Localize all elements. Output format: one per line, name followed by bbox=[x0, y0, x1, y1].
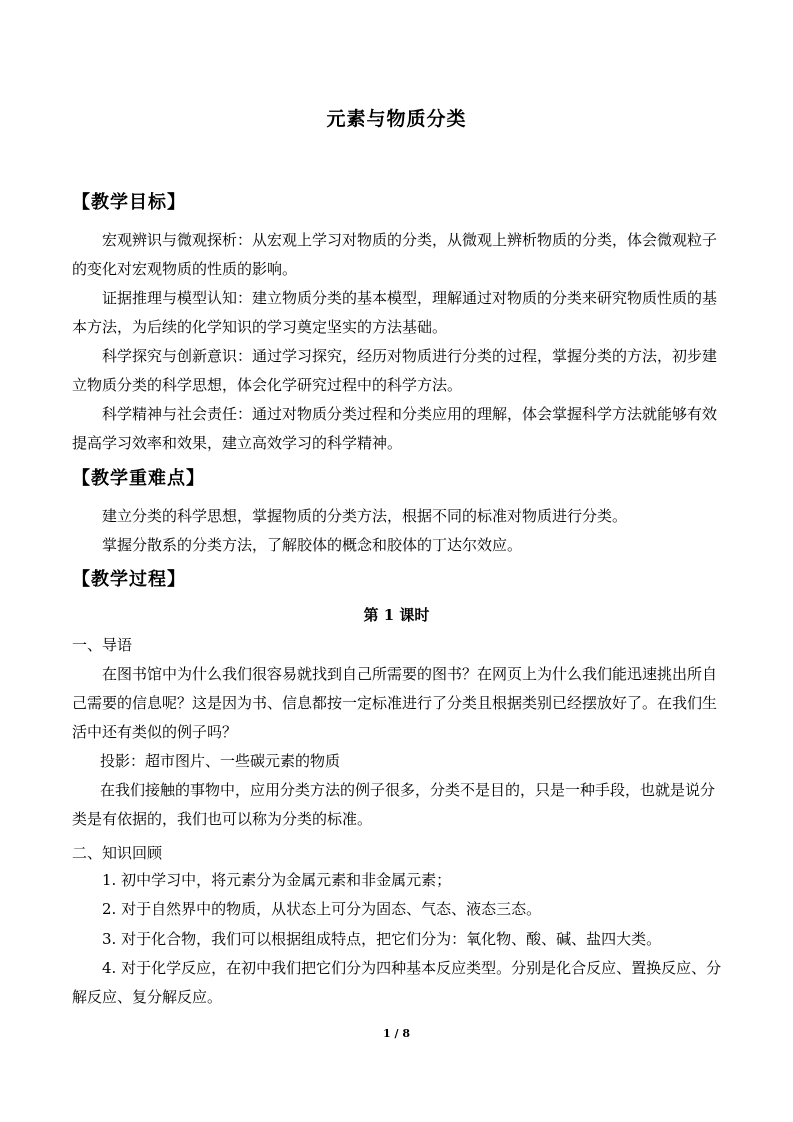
intro-heading: 一、导语 bbox=[72, 636, 133, 654]
objective-item: 科学精神与社会责任：通过对物质分类过程和分类应用的理解，体会掌握科学方法就能够有效提高学习效率和效果，建立高效学习的科学精神。 bbox=[72, 405, 718, 452]
key-point-item: 掌握分散系的分类方法，了解胶体的概念和胶体的丁达尔效应。 bbox=[102, 536, 523, 554]
lesson-title: 第 1 课时 bbox=[363, 606, 430, 624]
intro-projection: 投影：超市图片、一些碳元素的物质 bbox=[100, 752, 341, 770]
objective-item: 证据推理与模型认知：建立物质分类的基本模型，理解通过对物质的分类来研究物质性质的基本方法，为后续的化学知识的学习奠定坚实的方法基础。 bbox=[72, 289, 718, 336]
document-title: 元素与物质分类 bbox=[326, 108, 467, 130]
intro-paragraph: 在图书馆中为什么我们很容易就找到自己所需要的图书？在网页上为什么我们能迅速挑出所自己需要的信息呢？这是因为书、信息都按一定标准进行了分类且根据类别已经摆放好了。在我们生活中还有类似的例子吗？ bbox=[72, 665, 718, 741]
page-number: 1 / 8 bbox=[383, 1027, 410, 1040]
review-item: 3. 对于化合物，我们可以根据组成特点，把它们分为：氧化物、酸、碱、盐四大类。 bbox=[102, 930, 662, 948]
review-item: 4. 对于化学反应，在初中我们把它们分为四种基本反应类型。分别是化合反应、置换反应、分解反应、复分解反应。 bbox=[72, 959, 722, 1006]
key-points-heading: 【教学重难点】 bbox=[72, 468, 205, 489]
review-item: 1. 初中学习中，将元素分为金属元素和非金属元素； bbox=[102, 871, 452, 889]
review-heading: 二、知识回顾 bbox=[72, 844, 163, 862]
objective-item: 科学探究与创新意识：通过学习探究，经历对物质进行分类的过程，掌握分类的方法，初步建立物质分类的科学思想，体会化学研究过程中的科学方法。 bbox=[72, 347, 718, 394]
review-item: 2. 对于自然界中的物质，从状态上可分为固态、气态、液态三态。 bbox=[102, 900, 542, 918]
objective-item: 宏观辨识与微观探析：从宏观上学习对物质的分类，从微观上辨析物质的分类，体会微观粒子的变化对宏观物质的性质的影响。 bbox=[72, 231, 718, 278]
process-heading: 【教学过程】 bbox=[72, 569, 186, 590]
objectives-heading: 【教学目标】 bbox=[72, 192, 186, 213]
key-point-item: 建立分类的科学思想，掌握物质的分类方法，根据不同的标准对物质进行分类。 bbox=[102, 507, 628, 525]
intro-paragraph: 在我们接触的事物中，应用分类方法的例子很多，分类不是目的，只是一种手段，也就是说分类是有依据的，我们也可以称为分类的标准。 bbox=[72, 781, 716, 828]
